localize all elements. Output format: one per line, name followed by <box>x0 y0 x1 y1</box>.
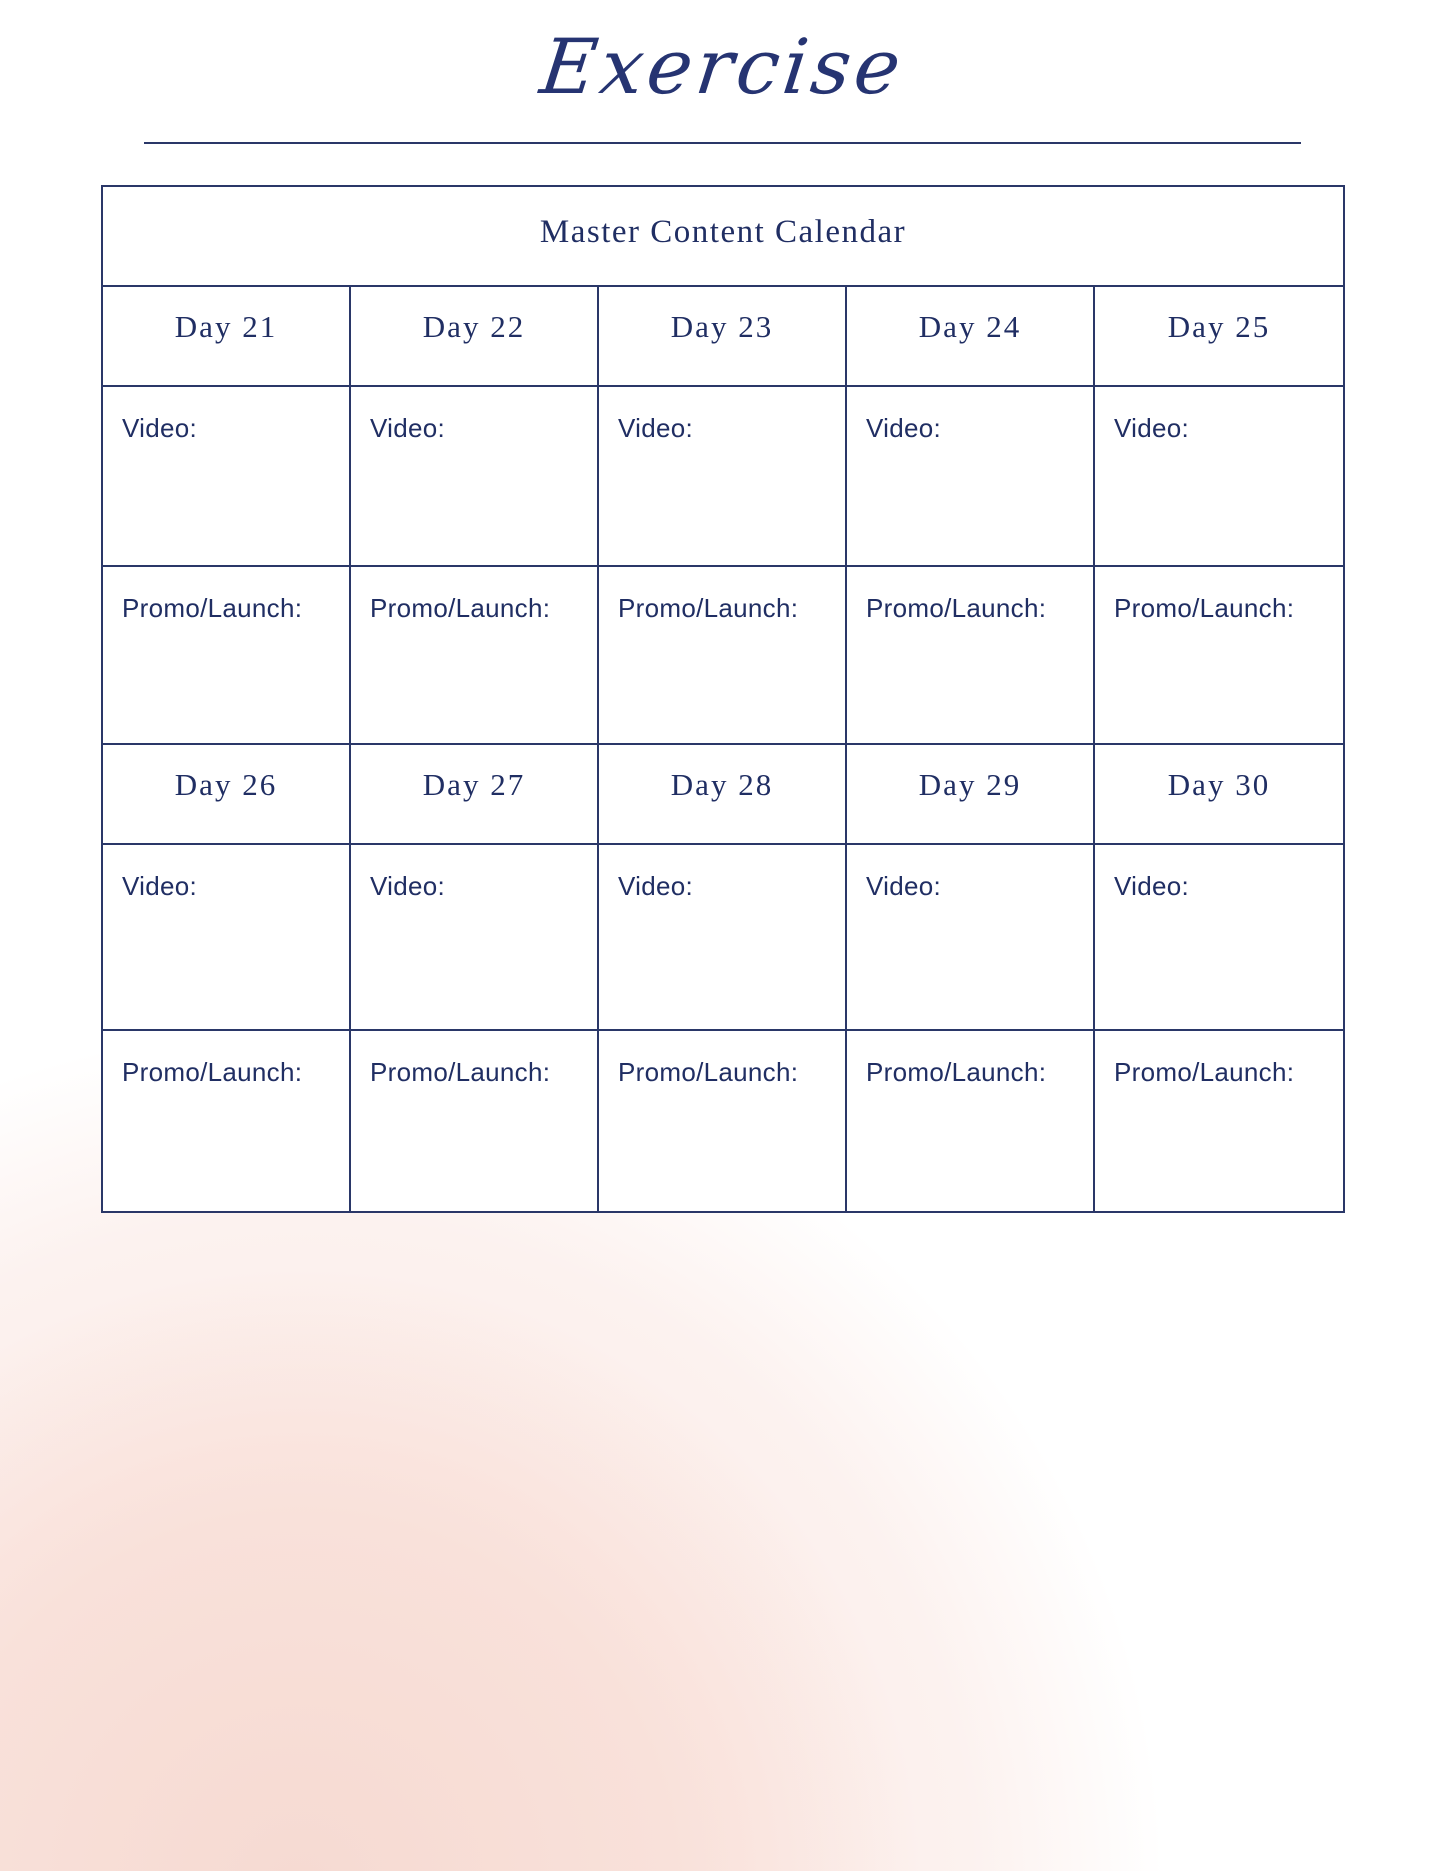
promo-entry-area <box>370 624 585 644</box>
promo-cell <box>351 567 599 745</box>
video-cell <box>599 387 847 567</box>
video-entry-area <box>370 444 585 464</box>
page-title-script: Exercise <box>535 22 910 111</box>
video-cell <box>351 387 599 567</box>
promo-cell <box>103 1031 351 1211</box>
promo-entry-area <box>618 1088 833 1108</box>
promo-cell <box>1095 567 1343 745</box>
calendar-heading: Master Content Calendar <box>103 187 1343 287</box>
promo-cell <box>599 567 847 745</box>
video-entry-area <box>1114 902 1331 922</box>
video-label: Video: <box>866 413 942 443</box>
title-underline <box>144 142 1301 144</box>
promo-entry-area <box>866 1088 1081 1108</box>
video-label: Video: <box>1114 871 1190 901</box>
video-entry-area <box>122 902 337 922</box>
video-label: Video: <box>370 413 446 443</box>
day-header-cell-26: Day 26 <box>103 745 351 845</box>
day-header-cell-30: Day 30 <box>1095 745 1343 845</box>
video-label: Video: <box>618 871 694 901</box>
video-entry-area <box>618 444 833 464</box>
day-header-cell-25: Day 25 <box>1095 287 1343 387</box>
promo-label: Promo/Launch: <box>1114 1057 1295 1087</box>
promo-entry-area <box>122 1088 337 1108</box>
video-entry-area <box>618 902 833 922</box>
promo-label: Promo/Launch: <box>370 593 551 623</box>
video-entry-area <box>122 444 337 464</box>
video-label: Video: <box>866 871 942 901</box>
promo-cell <box>847 1031 1095 1211</box>
promo-entry-area <box>122 624 337 644</box>
day-header-cell-27: Day 27 <box>351 745 599 845</box>
video-label: Video: <box>370 871 446 901</box>
video-cell <box>103 845 351 1031</box>
video-entry-area <box>866 444 1081 464</box>
promo-label: Promo/Launch: <box>370 1057 551 1087</box>
video-cell <box>847 387 1095 567</box>
promo-cell <box>1095 1031 1343 1211</box>
day-header-cell-22: Day 22 <box>351 287 599 387</box>
promo-entry-area <box>1114 624 1331 644</box>
video-cell <box>1095 845 1343 1031</box>
promo-label: Promo/Launch: <box>618 593 799 623</box>
promo-entry-area <box>618 624 833 644</box>
master-content-calendar-table <box>101 185 1345 1213</box>
promo-label: Promo/Launch: <box>122 1057 303 1087</box>
promo-entry-area <box>1114 1088 1331 1108</box>
promo-label: Promo/Launch: <box>618 1057 799 1087</box>
video-cell <box>103 387 351 567</box>
video-cell <box>847 845 1095 1031</box>
video-entry-area <box>866 902 1081 922</box>
video-entry-area <box>370 902 585 922</box>
promo-label: Promo/Launch: <box>1114 593 1295 623</box>
video-cell <box>351 845 599 1031</box>
video-cell <box>599 845 847 1031</box>
video-entry-area <box>1114 444 1331 464</box>
promo-label: Promo/Launch: <box>122 593 303 623</box>
promo-cell <box>351 1031 599 1211</box>
day-header-cell-29: Day 29 <box>847 745 1095 845</box>
video-label: Video: <box>122 871 198 901</box>
promo-cell <box>599 1031 847 1211</box>
day-header-cell-21: Day 21 <box>103 287 351 387</box>
promo-label: Promo/Launch: <box>866 1057 1047 1087</box>
day-header-cell-28: Day 28 <box>599 745 847 845</box>
video-label: Video: <box>1114 413 1190 443</box>
promo-entry-area <box>370 1088 585 1108</box>
promo-cell <box>103 567 351 745</box>
video-label: Video: <box>618 413 694 443</box>
video-label: Video: <box>122 413 198 443</box>
promo-cell <box>847 567 1095 745</box>
video-cell <box>1095 387 1343 567</box>
day-header-cell-24: Day 24 <box>847 287 1095 387</box>
promo-entry-area <box>866 624 1081 644</box>
promo-label: Promo/Launch: <box>866 593 1047 623</box>
day-header-cell-23: Day 23 <box>599 287 847 387</box>
